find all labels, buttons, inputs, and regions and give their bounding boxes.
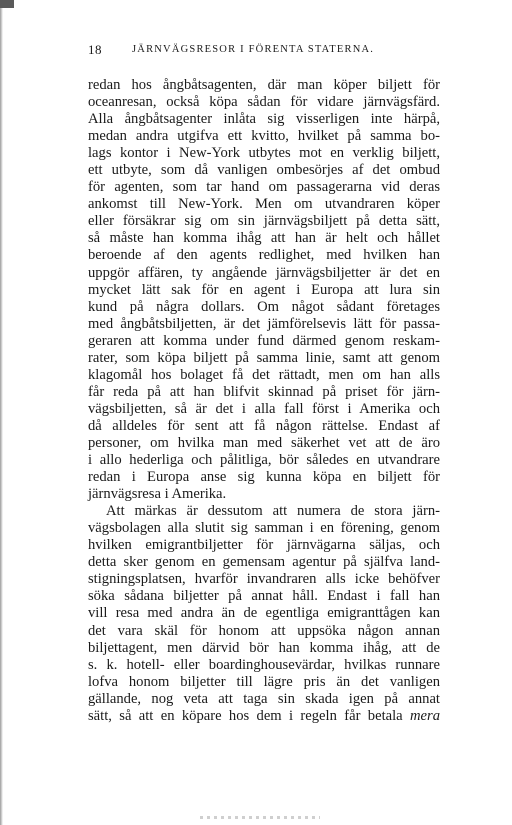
text-line: för agenten, som tar hand om passagerarna vid deras (88, 179, 440, 196)
text-line: söka sådana biljetter på annat håll. Endast i fall han (88, 588, 440, 605)
text-line: rater, som köpa biljett på samma linie, samt att genom (88, 349, 440, 366)
page-number: 18 (88, 42, 102, 57)
text-line: uppgör affären, ty angående järnvägsbiljetter är det en (88, 264, 440, 281)
text-line: ett utbyte, som då vanligen ombesörjes af det ombud (88, 162, 440, 179)
text-line: hvilken emigrantbiljetter för järnvägarna säljas, och (88, 537, 440, 554)
text-line: geraren att komma under fund därmed genom reskam- (88, 332, 440, 349)
text-line: medan andra utgifva ett kvitto, hvilket på samma bo- (88, 128, 440, 145)
text-line: med ångbåtsbiljetten, är det jämförelsevis lätt för passa- (88, 315, 440, 332)
page-header (88, 42, 428, 60)
paragraph (88, 503, 440, 725)
text-line: eller försäkrar sig om sin järnvägsbiljett på detta sätt, (88, 213, 440, 230)
text-line: lags kontor i New-York utbytes mot en verklig biljett, (88, 145, 440, 162)
text-line: mycket lätt sak för en agent i Europa att lura sin (88, 281, 440, 298)
text-line: Att märkas är dessutom att numera de stora järn- (106, 503, 440, 520)
text-line: så måste han komma ihåg att han är helt och hållet (88, 230, 440, 247)
text-line: detta sker genom en gemensam agentur på själfva land- (88, 554, 440, 571)
text-line: det vara skäl för honom att uppsöka någon annan (88, 622, 440, 639)
text-line: klagomål hos bolaget få det rättadt, men om han alls (88, 366, 440, 383)
running-head: JÄRNVÄGSRESOR I FÖRENTA STATERNA. (132, 44, 375, 55)
text-line: vägsbiljetten, så är det i alla fall först i Amerika och (88, 400, 440, 417)
text-line: gällande, nog veta att taga sin skada igen på annat (88, 690, 440, 707)
catchword: mera (410, 707, 440, 724)
text-line: beroende af den agents redlighet, med hvilken han (88, 247, 440, 264)
text-line: s. k. hotell- eller boardinghousevärdar, hvilkas runnare (88, 656, 440, 673)
text-line-content: sätt, så att en köpare hos dem i regeln får betala (88, 707, 403, 724)
text-line: lofva honom biljetter till lägre pris än det vanligen (88, 673, 440, 690)
text-line: då alldeles för sent att få någon rättelse. Endast af (88, 417, 440, 434)
text-line: biljettagent, men därvid bör han komma ihåg, att de (88, 639, 440, 656)
text-line: redan hos ångbåtsagenten, där man köper biljett för (88, 77, 440, 93)
text-line: stigningsplatsen, hvarför invandraren alls icke behöfver (88, 571, 440, 588)
text-line (88, 708, 440, 725)
text-line: redan i Europa anse sig kunna köpa en biljett för (88, 469, 440, 486)
text-line: får reda på att han blifvit skinnad på priset för järn- (88, 383, 440, 400)
text-line: vägsbolagen alla slutit sig samman i en förening, genom (88, 520, 440, 537)
body-text (88, 77, 440, 725)
text-line: kund på några dollars. Om något sådant företages (88, 298, 440, 315)
text-line: personer, om hvilka man med säkerhet vet att de äro (88, 434, 440, 451)
text-line: ankomst till New-York. Men om utvandraren köper (88, 196, 440, 213)
paragraph (88, 77, 440, 503)
text-line: järnvägsresa i Amerika. (88, 486, 227, 503)
scan-smudge (200, 816, 320, 819)
text-line: oceanresan, också köpa sådan för vidare järnvägsfärd. (88, 94, 440, 111)
text-line: i allo hederliga och pålitliga, bör således en utvandrare (88, 452, 440, 469)
text-line: Alla ångbåtsagenter inlåta sig visserligen inte härpå, (88, 111, 440, 128)
text-line: vill resa med andra än de egentliga emigranttågen kan (88, 605, 440, 622)
